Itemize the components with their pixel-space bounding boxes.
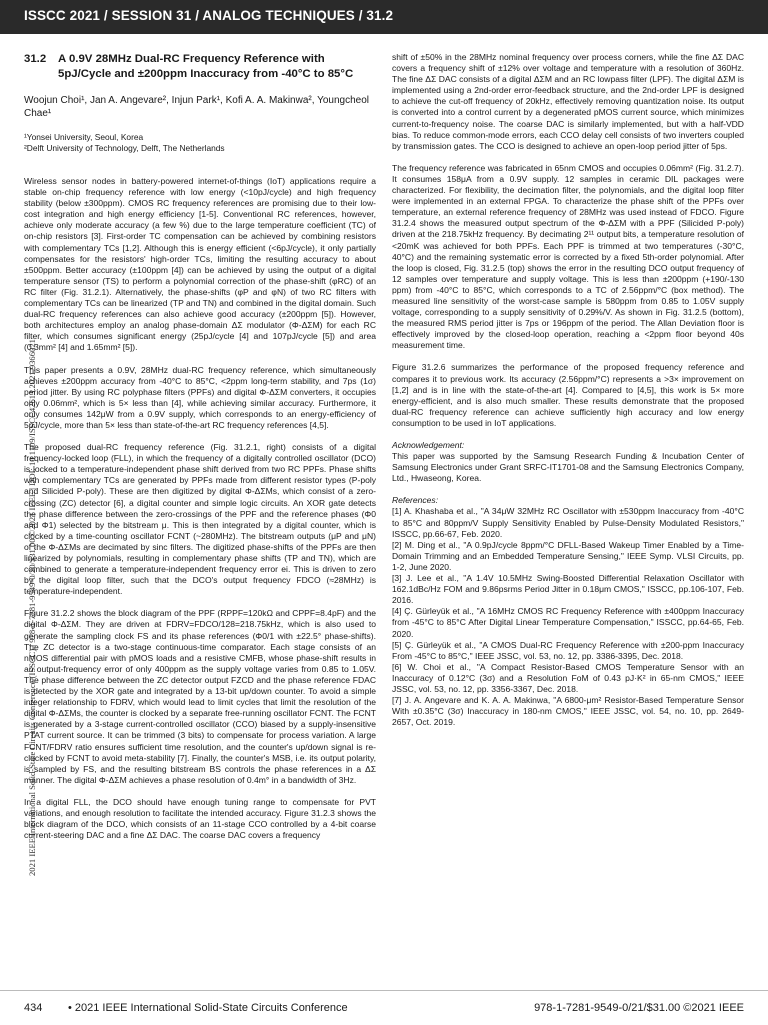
acknowledgement-text: This paper was supported by the Samsung Research Funding & Incubation Center of Samsung Electronics under Grant SRFC-IT1701-08 and the Samsung Electronics Company, Ltd., Hwaseong, Korea. — [392, 451, 744, 484]
reference-item: [7] J. A. Angevare and K. A. A. Makinwa, "A 6800-μm² Resistor-Based Temperature Sensor With ±0.35°C (3σ) Inaccuracy in 180-nm CMOS," IEEE JSSC, vol. 54, no. 10, pp. 2649-2657, Oct. 2019. — [392, 695, 744, 728]
right-column — [392, 52, 744, 728]
body-paragraph: Wireless sensor nodes in battery-powered internet-of-things (IoT) applications require a stable on-chip frequency reference with low energy (<10pJ/cycle) and high frequency stability (below ±300ppm). CMOS RC frequency references are promising due to their low-cost integration and high energy efficiency [1-5]. Conventional RC references, however, achieve only moderate accuracy (a few %) due to the large temperature coefficient (TC) of on-chip resistors [3]. First-order TC compensation can be achieved by combining resistors with complementary TCs [1,2]. Although this is energy efficient (<6pJ/cycle), it only partially compensates for the resistors' high-order TCs, limiting the resulting accuracy to about ±500ppm. Better accuracy (±100ppm [4]) can be achieved by using the output of a digital temperature sensor (TS) to perform a polynomial correction of the phase-shift (φRC) of an RC filter (Fig. 31.2.1). Alternatively, the phase-shifts (φP and φN) of two RC filters with complementary TCs can be linearized (TP and TN) and combined in the digital domain. Such dual-RC frequency references can also achieve good accuracy (±200ppm [5]). However, both architectures employ an analog phase-domain ΔΣ modulator (Φ-ΔΣM) for each RC filter, which consumes significant energy (25pJ/cycle [4] and 107pJ/cycle [5]) and area (0.3mm² [4] and 1.65mm² [5]). — [24, 176, 376, 353]
page-footer — [0, 990, 768, 1025]
session-header-bar — [0, 0, 768, 34]
body-paragraph: Figure 31.2.6 summarizes the performance of the proposed frequency reference and compares it to previous work. Its accuracy (2.56ppm/°C) represents a >3× improvement on [1,2] and is in line with the state-of-the-art [4]. Compared to [4,5], this work is 5× more energy-efficient, and is also much smaller. These results demonstrate that the proposed dual-RC frequency reference can achieve sufficiently high accuracy and low energy consumption to be used in IoT applications. — [392, 362, 744, 428]
paper-title: A 0.9V 28MHz Dual-RC Frequency Reference with 5pJ/Cycle and ±200ppm Inaccuracy from -40°C to 85°C — [58, 53, 354, 80]
body-paragraph: The proposed dual-RC frequency reference (Fig. 31.2.1, right) consists of a digital frequency-locked loop (FLL), in which the frequency of a digitally controlled oscillator (DCO) is locked to a temperature-independent phase shift derived from two RC PPFs. Phase shifts with complementary TCs are generated by PPFs made from different resistor types (P-poly and Silicided P-poly). These are then digitized by digital Φ-ΔΣMs, which consist of a zero-crossing (ZC) detector [6], a digital counter and simple logic circuits. An XOR gate detects the phase difference between the zero-crossings of the PPF and the reference phases (Φ0 and Φ1) selected by the bitstream μ. This is then integrated by a digital counter, which is clocked by a time-counting oscillator FCNT (~280MHz). The bitstream outputs (μP and μN) of the Φ-ΔΣMs are decimated by sinc filters. The digitized phase-shifts of the PPFs are then linearized by polynomials, resulting in complementary phase shifts (TP and TN), which are combined to generate a temperature-independent frequency error ei. This is driven to zero by the digital loop filter, such that the DCO's output frequency FDCO (≈28MHz) is temperature-independent. — [24, 442, 376, 597]
affiliation-2: ²Delft University of Technology, Delft, The Netherlands — [24, 143, 225, 153]
paper-number: 31.2 — [24, 53, 47, 65]
reference-item: [1] A. Khashaba et al., "A 34μW 32MHz RC Oscillator with ±530ppm Inaccuracy from -40°C to 85°C and 80ppm/V Supply Sensitivity Enabled by Pulse-Density Modulated Resistors," ISSCC, pp.66-67, Feb. 2020. — [392, 506, 744, 539]
affiliation-1: ¹Yonsei University, Seoul, Korea — [24, 132, 144, 142]
body-paragraph: The frequency reference was fabricated in 65nm CMOS and occupies 0.06mm² (Fig. 31.2.7). It consumes 158μA from a 0.9V supply. 12 samples in ceramic DIL packages were characterized. For flexibility, the decimation filter, the polynomials, and the digital loop filter were implemented in an external FPGA. To characterize the phase shift of the PPFs over temperature, an external reference frequency of 28MHz was used instead of FDCO. Figure 31.2.4 shows the measured output spectrum of the Φ-ΔΣM with a PPF (Silicided P-poly) driven at the 218.75kHz frequency. By decimating 2¹¹ output bits, a temperature resolution of <20mK was achieved for both PPFs. Each PPF is trimmed at two temperatures (-30°C, 40°C) and the remaining systematic error is corrected by a fixed 5th-order polynomial. After the loop is closed, Fig. 31.2.5 (top) shows the error in the resulting DCO output frequency of 12 samples over temperature and supply voltage. This is less than ±200ppm (+190/-130 ppm) from -40°C to 85°C, which corresponds to a TC of 2.56ppm/°C (box method). The measured line sensitivity of the worst-case sample is 580ppm from 0.85 to 1.05V supply voltage, corresponding to a supply sensitivity of 0.29%/V. As shown in Fig. 31.2.5 (bottom), the measured RMS period jitter is 7ps or 196ppm of the period. The Allan Deviation floor is effectively improved by the closed-loop operation, reaching a <2ppm floor beyond 40s measurement time. — [392, 162, 744, 351]
reference-item: [4] Ç. Gürleyük et al., "A 16MHz CMOS RC Frequency Reference with ±400ppm Inaccuracy from -45°C to 85°C After Digital Linear Temperature Compensation," ISSCC, pp.64-65, Feb. 2020. — [392, 606, 744, 639]
reference-item: [6] W. Choi et al., "A Compact Resistor-Based CMOS Temperature Sensor with an Inaccuracy of 0.12°C (3σ) and a Resolution FoM of 0.43 pJ·K² in 65-nm CMOS," IEEE JSSC, vol. 53, no. 12, pp. 3356-3367, Dec. 2018. — [392, 661, 744, 694]
body-paragraph: Figure 31.2.2 shows the block diagram of the PPF (RPPF=120kΩ and CPPF=8.4pF) and the digital Φ-ΔΣM. They are driven at FDRV=FDCO/128=218.75kHz, which is also used to generate the sampling clock FS and its phase references (Φ0/1 with ±22.5° phase-shifts). The ZC detector is a two-stage continuous-time comparator. Each stage consists of an nMOS differential pair with pMOS loads and a resistive CMFB, whose phase-shift results in an output-frequency error of only 400ppm as the supply voltage varies from 0.85 to 1.05V. The phase difference between the ZC detector output FZCD and the phase reference FDAC is detected by the XOR gate and integrated by a 13-bit up/down counter. To avoid a simple integer relationship to FDRV, which would lead to limit cycles that limit the resolution of the digital Φ-ΔΣMs, the counter is clocked by a separate free-running oscillator FCNT. The FCNT is generated by a 3-stage current-controlled oscillator (CCO) biased by a supply-insensitive PTAT current source. It can be trimmed (3 bits) to compensate for process variation. A large FCNT/FDRV ratio ensures sufficient time resolution, and the counter's up/down signal is re-clocked by FCNT to avoid meta-stability [7]. Finally, the counter's MSB, i.e. its output polarity, is sampled by FS, and the resulting bitstream BS controls the phase references in a ΔΣ manner. The digital Φ-ΔΣM achieves a phase resolution of 0.4m° in a bandwidth of 3Hz. — [24, 608, 376, 785]
footer-isbn: 978-1-7281-9549-0/21/$31.00 ©2021 IEEE — [534, 1002, 744, 1014]
left-column — [24, 52, 376, 852]
session-header-title: ISSCC 2021 / SESSION 31 / ANALOG TECHNIQUES / 31.2 — [24, 8, 394, 23]
footer-conference: • 2021 IEEE International Solid-State Circuits Conference — [68, 1002, 348, 1014]
reference-item: [2] M. Ding et al., "A 0.9pJ/cycle 8ppm/°C DFLL-Based Wakeup Timer Enabled by a Time-Domain Trimming and an Embedded Temperature Sensing," IEEE Symp. VLSI Circuits, pp. 1-2, June 2020. — [392, 539, 744, 572]
side-doi-text: 2021 IEEE International Solid-State Circuits Conference (ISSCC) | 978-1-7281-9549-0/20/$31.00 ©2021 IEEE | DOI: 10.1109/ISSCC42613.2021.9366021 — [27, 339, 37, 876]
references-list — [392, 506, 744, 728]
acknowledgement-heading: Acknowledgement: — [392, 440, 465, 450]
reference-item: [3] J. Lee et al., "A 1.4V 10.5MHz Swing-Boosted Differential Relaxation Oscillator with 162.1dBc/Hz FOM and 9.86psrms Period Jitter in 0.18μm CMOS," ISSCC, pp.106-107, Feb. 2016. — [392, 573, 744, 606]
page-number: 434 — [24, 1002, 43, 1014]
references-heading: References: — [392, 495, 439, 506]
body-paragraph: This paper presents a 0.9V, 28MHz dual-RC frequency reference, which simultaneously achieves ±200ppm accuracy from -40°C to 85°C, <2ppm long-term stability, and 7ps (1σ) period jitter. By using RC polyphase filters (PPFs) and digital Φ-ΔΣM converters, it occupies only 0.06mm², which is 5× less than [4], while achieving similar accuracy. Furthermore, it only consumes 142μW from a 0.9V supply, which corresponds to an energy-efficiency of 5pJ/cycle, more than 5× less than state-of-the-art RC frequency references [4,5]. — [24, 364, 376, 430]
body-paragraph: shift of ±50% in the 28MHz nominal frequency over process corners, while the fine ΔΣ DAC covers a frequency shift of ±12% over voltage and temperature with a resolution of 360Hz. The fine ΔΣ DAC consists of a digital ΔΣM and an RC lowpass filter (LPF). The digital ΔΣM is implemented using a 2nd-order error-feedback structure, and the 2nd-order LPF is designed to achieve the cut-off frequency of 20kHz, effectively removing quantization noise. Its output is converted into a control current by a degenerated pMOS current source, which minimizes current-to-frequency noise. The coarse DAC is similarly implemented, but with a half-VDD bias. To reduce common-mode errors, each CCO delay cell consists of two inverters coupled by transmission gates. The CCO is designed to achieve an open-loop period jitter of 5ps. — [392, 52, 744, 151]
affiliations — [24, 132, 376, 154]
paper-title-block — [24, 52, 376, 81]
body-paragraph: In a digital FLL, the DCO should have enough tuning range to compensate for PVT variations, and enough resolution to facilitate the intended accuracy. Figure 31.2.3 shows the block diagram of the DCO, which consists of an 11-stage CCO controlled by a 4-bit coarse current-steering DAC and a fine ΔΣ DAC. The coarse DAC covers a frequency — [24, 796, 376, 841]
paper-authors: Woojun Choi¹, Jan A. Angevare², Injun Park¹, Kofi A. A. Makinwa², Youngcheol Chae¹ — [24, 95, 370, 119]
reference-item: [5] Ç. Gürleyük et al., "A CMOS Dual-RC Frequency Reference with ±200-ppm Inaccuracy From -45°C to 85°C," IEEE JSSC, vol. 53, no. 12, pp. 3386-3395, Dec. 2018. — [392, 639, 744, 661]
